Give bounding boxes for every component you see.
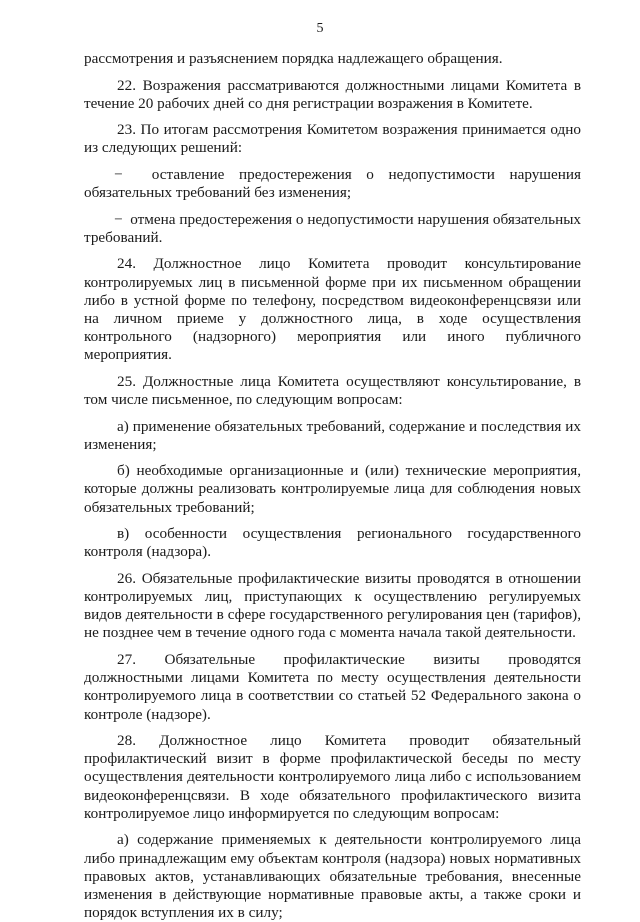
paragraph-24: 24. Должностное лицо Комитета проводит консультирование контролируемых лиц в письменной форме при их письменном обращении либо в устной форме по телефону, посредством видеоконференцсвязи или на личном приеме у должностного лица, в ходе осуществления контрольного (надзорного) мероприятия или иного публичного мероприятия. — [84, 255, 581, 364]
paragraph-continuation: рассмотрения и разъяснением порядка надлежащего обращения. — [84, 50, 503, 67]
paragraph-27: 27. Обязательные профилактические визиты проводятся должностными лицами Комитета по месту осуществления деятельности контролируемого лица в соответствии со статьей 52 Федерального закона о контроле (надзоре). — [84, 650, 581, 723]
paragraph-25: 25. Должностные лица Комитета осуществляют консультирование, в том числе письменное, по следующим вопросам: — [84, 372, 581, 409]
paragraph-25-item-a: а) применение обязательных требований, содержание и последствия их изменения; — [84, 417, 581, 453]
paragraph-26: 26. Обязательные профилактические визиты проводятся в отношении контролируемых лиц, приступающих к осуществлению регулируемых видов деятельности в сфере государственного регулирования цен (тарифов), не позднее чем в течение одного года с момента начала такой деятельности. — [84, 569, 581, 642]
paragraph-28-item-a: а) содержание применяемых к деятельности контролируемого лица либо принадлежащим ему объектам контроля (надзора) новых нормативных правовых актов, устанавливающих обязательные требования, внесенные изменения в действующие нормативные правовые акты, а также сроки и порядок вступления их в силу; — [84, 831, 581, 922]
paragraph-25-item-v: в) особенности осуществления регионального государственного контроля (надзора). — [84, 525, 581, 561]
paragraph-22: 22. Возражения рассматриваются должностными лицами Комитета в течение 20 рабочих дней со дня регистрации возражения в Комитете. — [84, 76, 581, 112]
paragraph-25-item-b: б) необходимые организационные и (или) технические мероприятия, которые должны реализовать контролируемые лица для соблюдения новых обязательных требований; — [84, 462, 581, 516]
paragraph-23-item-2: − отмена предостережения о недопустимости нарушения обязательных требований. — [84, 210, 581, 246]
page-number: 5 — [316, 21, 324, 36]
document-body — [84, 50, 581, 922]
paragraph-28: 28. Должностное лицо Комитета проводит обязательный профилактический визит в форме профилактической беседы по месту осуществления деятельности контролируемого лица либо с использованием видеоконференцсвязи. В ходе обязательного профилактического визита контролируемое лицо информируется по следующим вопросам: — [84, 732, 581, 822]
paragraph-23-item-1: − оставление предостережения о недопустимости нарушения обязательных требований без изменения; — [84, 165, 581, 202]
paragraph-23: 23. По итогам рассмотрения Комитетом возражения принимается одно из следующих решений: — [84, 121, 581, 157]
